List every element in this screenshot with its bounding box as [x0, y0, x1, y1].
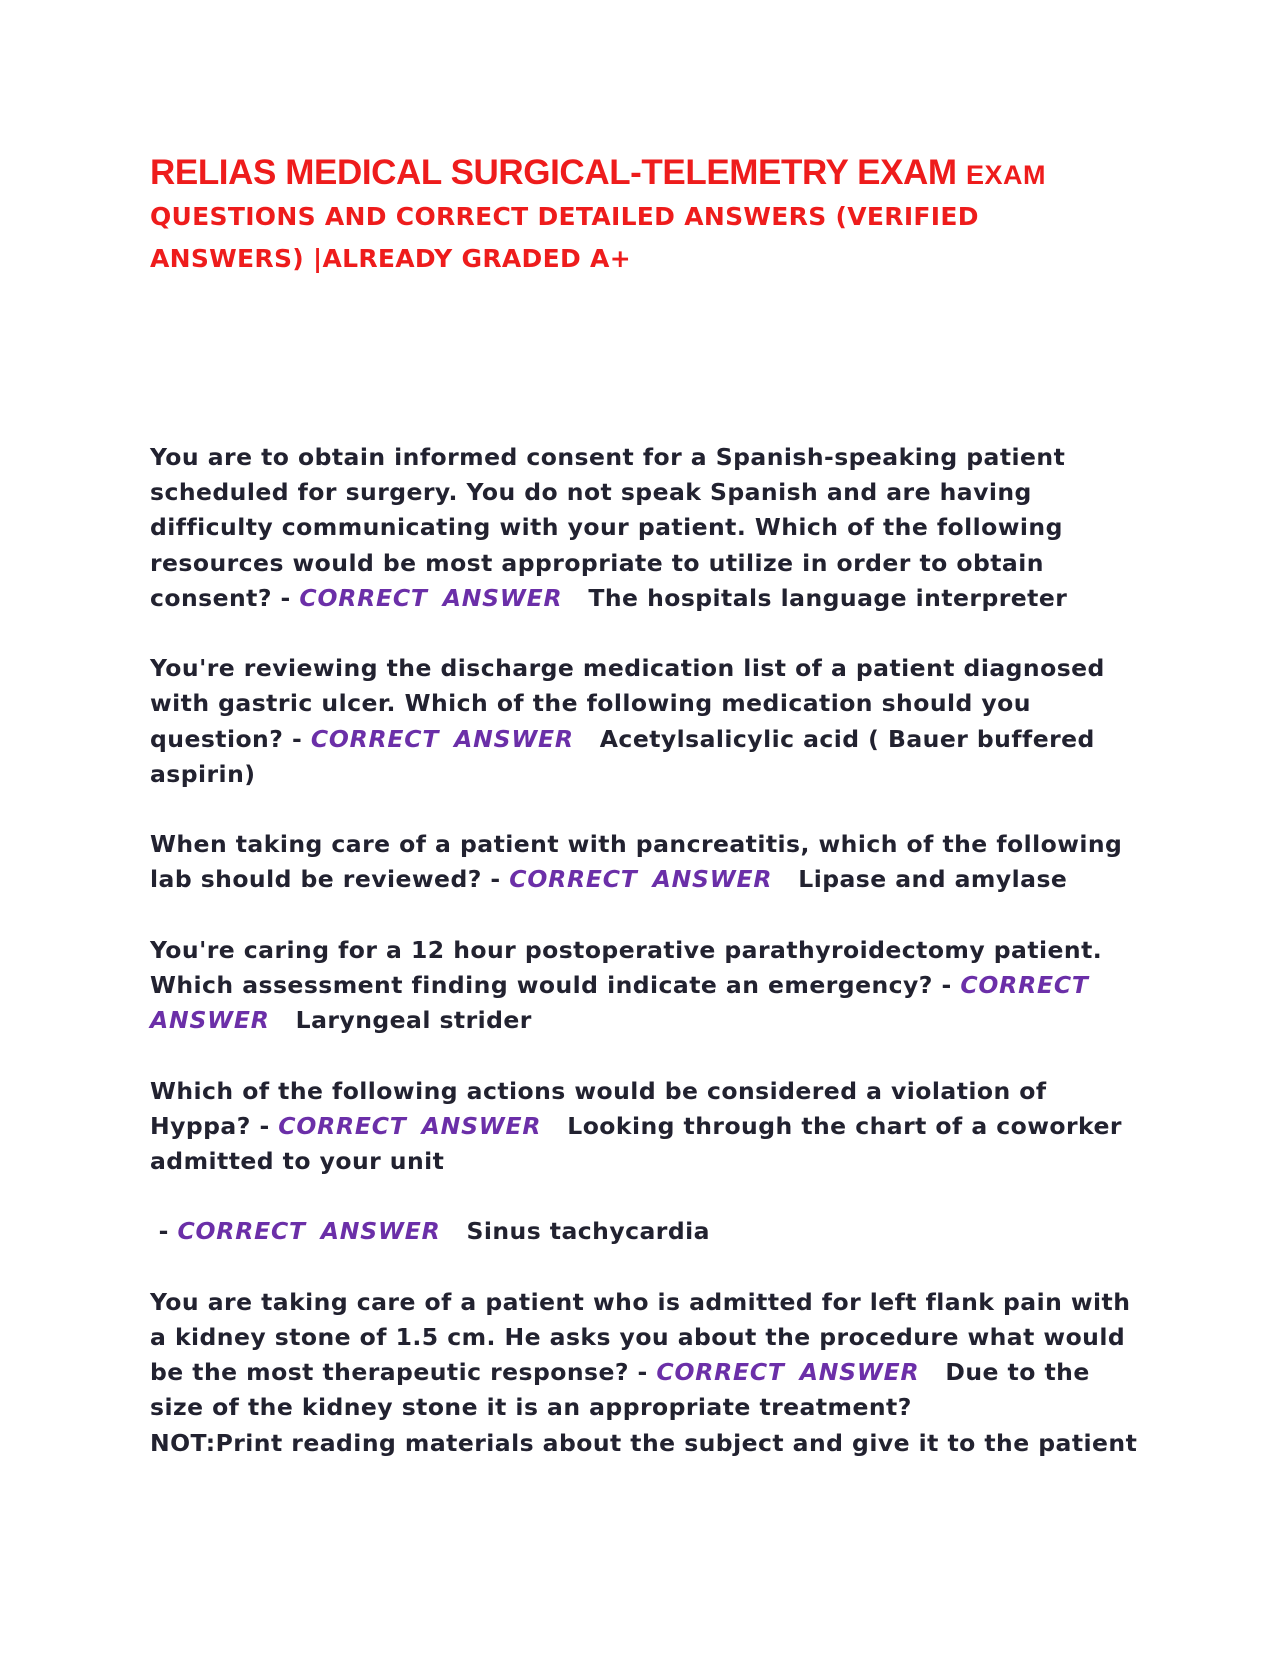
answer-label: CORRECT ANSWER: [299, 583, 563, 612]
qa-item: [150, 1285, 1140, 1461]
qa-list: [150, 440, 1140, 1496]
question-text: Which of the following actions would be considered a violation of Hyppa? -: [150, 1076, 1047, 1140]
answer-text: The hospitals language interpreter: [588, 583, 1068, 612]
qa-item: [150, 1074, 1140, 1180]
qa-item: [150, 933, 1140, 1039]
question-text: When taking care of a patient with pancreatitis, which of the following lab should be reviewed? -: [150, 830, 1123, 894]
question-text: You are taking care of a patient who is admitted for left flank pain with a kidney stone of 1.5 cm. He asks you about the procedure what would be the most therapeutic response? -: [150, 1287, 1131, 1387]
title-suffix: EXAM: [966, 160, 1047, 190]
answer-label: CORRECT ANSWER: [509, 865, 773, 894]
title-subtitle: QUESTIONS AND CORRECT DETAILED ANSWERS (VERIFIED ANSWERS) |ALREADY GRADED A+: [150, 202, 979, 273]
answer-label: CORRECT ANSWER: [278, 1111, 542, 1140]
qa-item: [150, 651, 1140, 792]
answer-text: Lipase and amylase: [798, 865, 1068, 894]
answer-label: CORRECT ANSWER: [177, 1217, 441, 1246]
question-text: You are to obtain informed consent for a Spanish-speaking patient scheduled for surgery. You do not speak Spanish and are having difficulty communicating with your patient. Which of the following resources would be most appropriate to utilize in order to obtain consent? -: [150, 443, 1066, 612]
answer-label: CORRECT ANSWER: [656, 1358, 920, 1387]
answer-label: CORRECT ANSWER: [310, 724, 574, 753]
qa-item: [150, 440, 1140, 616]
answer-text: Laryngeal strider: [295, 1006, 532, 1035]
answer-text: Acetylsalicylic acid ( Bauer buffered aspirin): [150, 724, 1095, 788]
answer-note: NOT:Print reading materials about the subject and give it to the patient: [150, 1428, 1138, 1457]
answer-text: Looking through the chart of a coworker admitted to your unit: [150, 1111, 1122, 1175]
title-line-1: [150, 152, 1140, 194]
answer-text: Sinus tachycardia: [466, 1217, 710, 1246]
qa-item: [150, 827, 1140, 897]
answer-text: Due to the size of the kidney stone it is an appropriate treatment?: [150, 1358, 1090, 1422]
question-text: You're caring for a 12 hour postoperative parathyroidectomy patient. Which assessment finding would indicate an emergency? -: [150, 935, 1103, 999]
question-text: -: [150, 1217, 169, 1246]
qa-item: [150, 1214, 1140, 1249]
title-main: RELIAS MEDICAL SURGICAL-TELEMETRY EXAM: [150, 153, 957, 192]
answer-label: CORRECT ANSWER: [150, 971, 1089, 1035]
document-title: [150, 152, 1140, 280]
question-text: You're reviewing the discharge medication list of a patient diagnosed with gastric ulcer. Which of the following medication should you question? -: [150, 654, 1105, 753]
